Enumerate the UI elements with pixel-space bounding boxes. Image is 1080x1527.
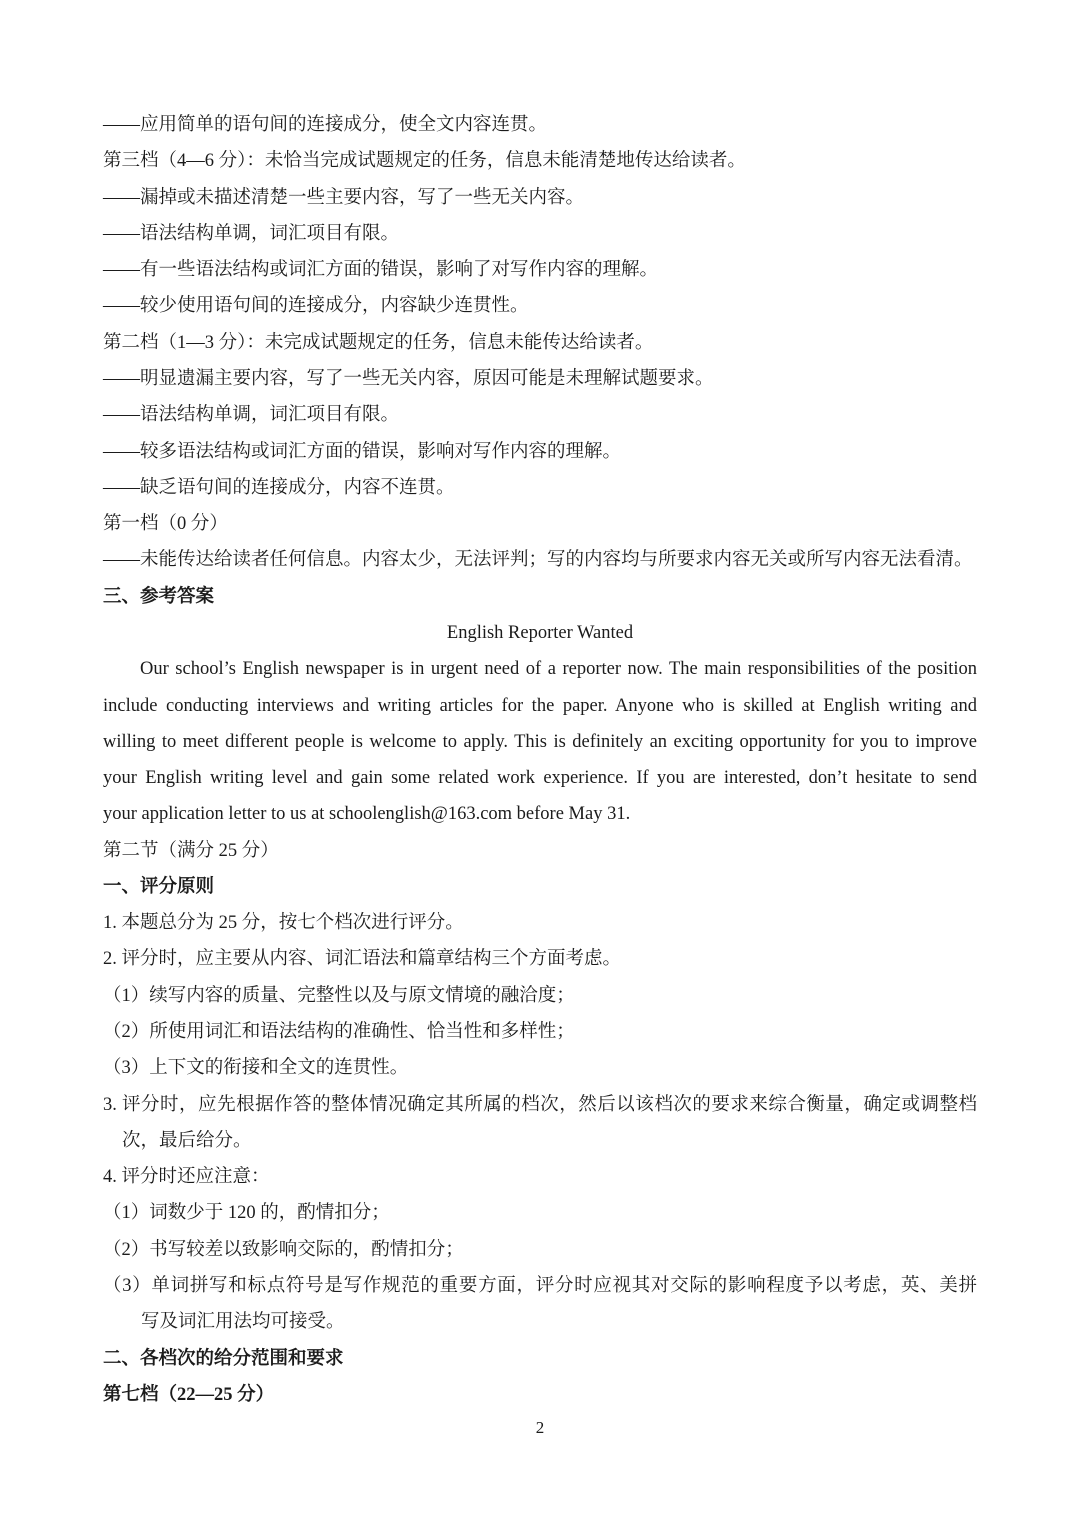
essay-line: willing to meet different people is welcome to apply. This is definitely an exciting opportunity for you to improve (103, 731, 977, 752)
essay-title: English Reporter Wanted (446, 622, 634, 643)
sub-item: （3）单词拼写和标点符号是写作规范的重要方面，评分时应视其对交际的影响程度予以考虑，英、美拼 (103, 1276, 977, 1296)
scoring-rule-4: 4. 评分时还应注意： (103, 1167, 270, 1188)
sub-item: （1）续写内容的质量、完整性以及与原文情境的融洽度； (103, 985, 575, 1006)
criterion-line: ——未能传达给读者任何信息。内容太少，无法评判；写的内容均与所要求内容无关或所写内容无法看清。 (103, 550, 973, 571)
criterion-line: ——明显遗漏主要内容，写了一些无关内容，原因可能是未理解试题要求。 (103, 368, 714, 389)
essay-line: Our school’s English newspaper is in urgent need of a reporter now. The main responsibilities of the position (140, 659, 977, 680)
sub-item-continuation: 写及词汇用法均可接受。 (141, 1312, 345, 1333)
criterion-line: ——有一些语法结构或词汇方面的错误，影响了对写作内容的理解。 (103, 260, 659, 281)
sub-item: （2）书写较差以致影响交际的，酌情扣分； (103, 1239, 464, 1260)
essay-body (103, 651, 977, 832)
criterion-line: ——漏掉或未描述清楚一些主要内容，写了一些无关内容。 (103, 187, 585, 208)
criterion-line: ——应用简单的语句间的连接成分，使全文内容连贯。 (103, 115, 548, 135)
scoring-rule-3-continuation: 次，最后给分。 (122, 1130, 252, 1151)
criterion-line: ——较多语法结构或词汇方面的错误，影响对写作内容的理解。 (103, 441, 622, 462)
grade-2-heading: 第二档（1—3 分）：未完成试题规定的任务，信息未能传达给读者。 (103, 332, 654, 353)
sub-item: （2）所使用词汇和语法结构的准确性、恰当性和多样性； (103, 1022, 575, 1043)
page-number: 2 (535, 1418, 545, 1437)
criterion-line: ——语法结构单调，词汇项目有限。 (103, 223, 400, 244)
sub-item: （3）上下文的衔接和全文的连贯性。 (103, 1058, 409, 1079)
section-2-title: 第二节（满分 25 分） (103, 840, 279, 861)
page-content (103, 107, 977, 1413)
essay-line: your application letter to us at schoolenglish@163.com before May 31. (103, 804, 631, 825)
grade-ranges-heading: 二、各档次的给分范围和要求 (103, 1348, 344, 1369)
grade-7-heading: 第七档（22—25 分） (103, 1384, 275, 1405)
sub-item: （1）词数少于 120 的，酌情扣分； (103, 1203, 390, 1224)
reference-answer-heading: 三、参考答案 (103, 586, 215, 607)
scoring-principles-heading: 一、评分原则 (103, 876, 215, 897)
scoring-rule-1: 1. 本题总分为 25 分，按七个档次进行评分。 (103, 913, 464, 934)
criterion-line: ——较少使用语句间的连接成分，内容缺少连贯性。 (103, 296, 529, 317)
essay-line: your English writing level and gain some related work experience. If you are interested, don’t hesitate to send (103, 768, 977, 789)
grade-1-heading: 第一档（0 分） (103, 514, 228, 535)
grade-3-heading: 第三档（4—6 分）：未恰当完成试题规定的任务，信息未能清楚地传达给读者。 (103, 151, 746, 172)
scoring-rule-3: 3. 评分时，应先根据作答的整体情况确定其所属的档次，然后以该档次的要求来综合衡量，确定或调整档 (103, 1094, 977, 1115)
essay-line: include conducting interviews and writing articles for the paper. Anyone who is skilled at English writing and (103, 695, 977, 716)
criterion-line: ——缺乏语句间的连接成分，内容不连贯。 (103, 477, 455, 498)
scoring-rule-2: 2. 评分时，应主要从内容、词汇语法和篇章结构三个方面考虑。 (103, 949, 622, 970)
criterion-line: ——语法结构单调，词汇项目有限。 (103, 405, 400, 426)
